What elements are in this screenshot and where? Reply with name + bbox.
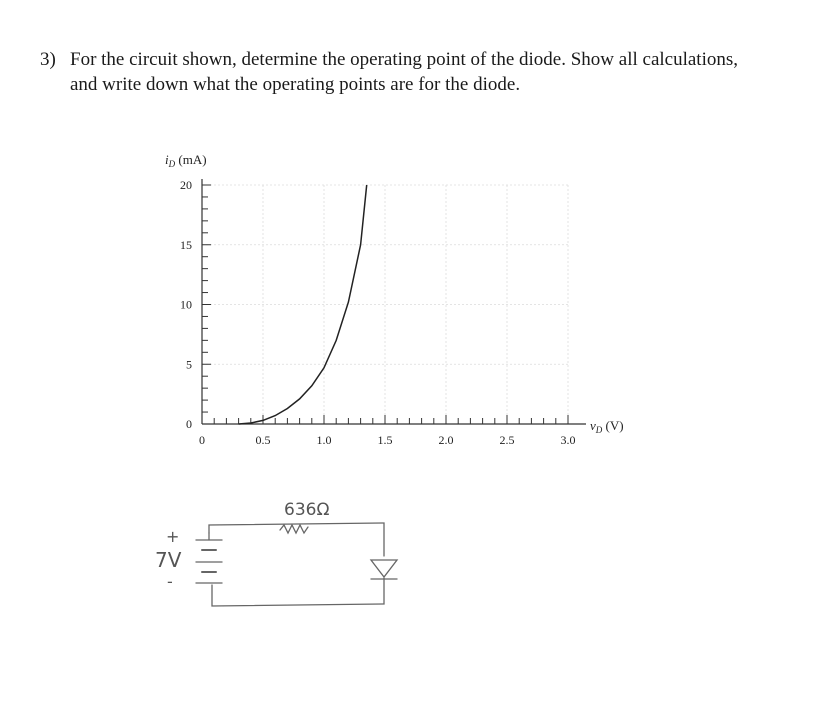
minus-sign: - (167, 572, 173, 591)
x-tick-label: 2.5 (499, 433, 515, 447)
y-tick-label: 20 (180, 178, 192, 192)
question-line-2: and write down what the operating points are for the diode. (70, 74, 521, 95)
x-tick-label: 1.5 (377, 433, 393, 447)
resistor-label: 636Ω (284, 500, 330, 520)
y-tick-label: 0 (186, 417, 192, 431)
y-tick-label: 5 (186, 357, 192, 372)
question-number: 3) (40, 49, 56, 70)
diode-icon (371, 560, 397, 579)
chart-axes (202, 179, 586, 424)
x-tick-label: 3.0 (560, 433, 576, 447)
chart-grid (202, 185, 568, 424)
circuit-diagram (196, 523, 397, 606)
x-axis-title: $v_D$ (V) (590, 418, 624, 435)
y-tick-label: 10 (180, 297, 192, 312)
circuit-wire-bottom (212, 578, 384, 606)
x-tick-label: 0 (199, 433, 205, 447)
resistor-icon (280, 525, 308, 533)
x-tick-label: 2.0 (438, 433, 454, 447)
source-voltage-label: 7V (155, 548, 182, 572)
y-axis-title: $i_D$ (mA) (165, 152, 207, 169)
plus-sign: + (166, 527, 180, 546)
battery-icon (196, 533, 222, 583)
x-tick-label: 1.0 (316, 433, 332, 447)
circuit-wire-top (209, 523, 384, 556)
question-line-1: For the circuit shown, determine the operating point of the diode. Show all calculations, (70, 49, 739, 70)
x-tick-label: 0.5 (255, 433, 271, 447)
chart-ticks (180, 178, 576, 447)
y-tick-label: 15 (180, 237, 192, 252)
